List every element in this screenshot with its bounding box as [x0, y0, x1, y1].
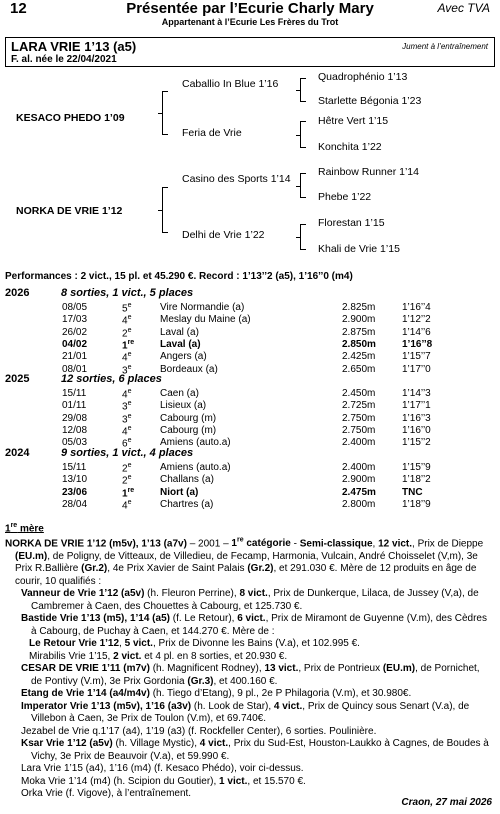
race-date: 13/10 — [62, 474, 88, 486]
race-time: 1’18’’2 — [402, 474, 431, 486]
race-row — [0, 474, 500, 486]
race-date: 05/03 — [62, 437, 88, 449]
race-time: 1’16’’0 — [402, 424, 431, 436]
offspring-bastide: Bastide Vrie 1’13 (m5), 1’14 (a5) (f. Le Retour), 6 vict., Prix de Miramont de Guyenne (V.m), des Cèdres à Cabourg, de Puchay à Caen, et 144.270 €. Mère de : — [21, 613, 487, 637]
race-name: Vire Normandie (a) — [160, 302, 245, 313]
race-distance: 2.750m — [342, 424, 376, 436]
race-place: 3e — [122, 363, 132, 376]
race-time: 1’16’’3 — [402, 412, 431, 424]
race-time: 1’16’’8 — [402, 338, 433, 350]
race-place: 4e — [122, 351, 132, 364]
race-row — [0, 302, 500, 314]
performance-year: 2025 — [5, 373, 30, 385]
race-distance: 2.475m — [342, 486, 376, 498]
race-place: 6e — [122, 437, 132, 450]
pedigree-sss: Quadrophénio 1’13 — [318, 71, 408, 83]
race-date: 08/01 — [62, 363, 88, 375]
offspring-jezabel: Jezabel de Vrie q.1’17 (a4), 1’19 (a3) (f. Rockfeller Center), 6 sorties. Poulinière. — [21, 725, 377, 737]
family-heading: 1re mère — [5, 522, 44, 535]
race-name: Caen (a) — [160, 388, 199, 399]
race-place: 1re — [122, 486, 135, 499]
race-distance: 2.425m — [342, 351, 376, 363]
pedigree-dss: Rainbow Runner 1’14 — [318, 166, 419, 178]
race-date: 01/11 — [62, 400, 87, 412]
presenter-title: Présentée par l’Ecurie Charly Mary — [126, 0, 374, 17]
race-date: 28/04 — [62, 498, 88, 510]
race-distance: 2.850m — [342, 338, 376, 350]
race-time: 1’18’’9 — [402, 498, 431, 510]
horse-birth: F. al. née le 22/04/2021 — [11, 54, 117, 65]
race-place: 2e — [122, 474, 132, 487]
pedigree-sds: Hêtre Vert 1’15 — [318, 115, 389, 127]
performance-year-summary: 12 sorties, 6 places — [61, 373, 162, 385]
race-time: 1’15’’7 — [402, 351, 431, 363]
race-distance: 2.875m — [342, 326, 376, 338]
race-name: Niort (a) — [160, 486, 199, 498]
race-distance: 2.725m — [342, 400, 376, 412]
brace-dam — [162, 187, 169, 233]
race-place: 2e — [122, 326, 132, 339]
race-row — [0, 400, 500, 412]
pedigree-sire: KESACO PHEDO 1’09 — [16, 112, 125, 124]
pedigree-dsd: Phebe 1’22 — [318, 191, 372, 203]
dam-entry: NORKA DE VRIE 1’12 (m5v), 1’13 (a7v) – 2001 – 1re catégorie - Semi-classique, 12 vict., Prix de Dieppe (EU.m), de Poligny, de Vitteaux, de Villedieu, de Fecamp, Harmonia, Vulcain, André Choisselet (V,m), 3e Prix R.Ballière (Gr.2), 4e Prix Xavier de Saint Palais (Gr.2), et 291.030 €. Mère de 12 produits en âge de courir, 10 qualifiés : — [5, 537, 484, 587]
race-row — [0, 351, 500, 363]
race-distance: 2.825m — [342, 302, 376, 313]
pedigree-sdd: Konchita 1’22 — [318, 141, 382, 153]
race-time: 1’12’’2 — [402, 314, 431, 326]
race-time: TNC — [402, 486, 423, 498]
horse-name: LARA VRIE 1’13 (a5) — [11, 39, 137, 54]
race-row — [0, 388, 500, 400]
performance-year: 2024 — [5, 447, 30, 459]
tva-note: Avec TVA — [437, 1, 490, 15]
brace-ds — [300, 173, 307, 198]
race-name: Chartres (a) — [160, 498, 214, 510]
performances-label: Performances : — [5, 271, 81, 282]
race-date: 21/01 — [62, 351, 88, 363]
race-time: 1’14’’6 — [402, 326, 431, 338]
performances-rest: , 15 pl. et 45.290 €. Record : 1’13’’2 (a5), 1’16’’0 (m4) — [108, 271, 353, 282]
race-date: 23/06 — [62, 486, 88, 498]
performances-summary — [5, 271, 353, 282]
pedigree-dam-dam: Delhi de Vrie 1’22 — [182, 229, 265, 241]
race-place: 4e — [122, 388, 132, 401]
race-time: 1’16’’4 — [402, 302, 431, 313]
brace-ss — [300, 78, 307, 102]
offspring-lara: Lara Vrie 1’15 (a4), 1’16 (m4) (f. Kesaco Phédo), voir ci-dessus. — [21, 763, 304, 775]
race-place: 4e — [122, 498, 132, 512]
owner-line: Appartenant à l’Ecurie Les Frères du Trot — [161, 17, 339, 27]
offspring-etang: Etang de Vrie 1’14 (a4/m4v) (h. Tiego d’Etang), 9 pl., 2e P Philagoria (V.m), et 30.980€. — [21, 688, 412, 700]
race-name: Laval (a) — [160, 326, 199, 338]
race-place: 3e — [122, 412, 132, 425]
offspring-cesar: CESAR DE VRIE 1’11 (m7v) (h. Magnificent Rodney), 13 vict., Prix de Pontrieux (EU.m), de Pornichet, de Pontivy (V.m), 3e Prix Gordonia (Gr.3), et 400.160 €. — [21, 663, 480, 687]
race-place: 3e — [122, 400, 132, 413]
brace-sd — [300, 121, 307, 148]
race-distance: 2.900m — [342, 474, 376, 486]
race-row — [0, 499, 500, 511]
horse-status: Jument à l’entraînement — [402, 42, 488, 51]
brace-sire — [162, 91, 169, 135]
pedigree-sire-sire: Caballio In Blue 1’16 — [182, 78, 279, 90]
race-date: 29/08 — [62, 412, 88, 424]
race-place: 1re — [122, 338, 135, 352]
offspring-vanneur: Vanneur de Vrie 1’12 (a5v) (h. Fleuron Perrine), 8 vict., Prix de Dunkerque, Lilaca, de Jussey (V,a), de Cambremer à Caen, des Chouettes à Cabourg, et 125.730 €. — [21, 588, 479, 612]
performance-year-summary: 8 sorties, 1 vict., 5 places — [61, 287, 194, 299]
horse-header-box — [5, 37, 495, 67]
offspring-moka: Moka Vrie 1’14 (m4) (h. Scipion du Goutier), 1 vict., et 15.570 €. — [21, 775, 306, 787]
race-name: Cabourg (m) — [160, 424, 217, 436]
offspring-orka: Orka Vrie (f. Vigove), à l’entraînement. — [21, 788, 192, 800]
family-section — [5, 535, 493, 801]
race-date: 15/11 — [62, 462, 87, 473]
race-date: 08/05 — [62, 302, 88, 313]
race-row — [0, 425, 500, 437]
pedigree-dam: NORKA DE VRIE 1’12 — [16, 205, 123, 217]
race-distance: 2.450m — [342, 388, 376, 399]
race-time: 1’15’’2 — [402, 437, 431, 449]
race-distance: 2.750m — [342, 412, 376, 424]
race-date: 17/03 — [62, 314, 88, 326]
race-name: Laval (a) — [160, 338, 201, 350]
race-name: Lisieux (a) — [160, 400, 207, 412]
race-distance: 2.650m — [342, 363, 376, 375]
lot-number: 12 — [10, 0, 27, 17]
race-date: 26/02 — [62, 326, 88, 338]
race-name: Angers (a) — [160, 351, 207, 363]
race-name: Meslay du Maine (a) — [160, 314, 251, 326]
race-row — [0, 327, 500, 339]
race-distance: 2.400m — [342, 462, 376, 473]
pedigree-ssd: Starlette Bégonia 1’23 — [318, 95, 422, 107]
race-name: Cabourg (m) — [160, 412, 217, 424]
grandchild-retour: Le Retour Vrie 1’12, 5 vict., Prix de Divonne les Bains (V.a), et 102.995 €. — [29, 638, 360, 650]
race-date: 12/08 — [62, 424, 88, 436]
race-place: 2e — [122, 462, 132, 475]
race-time: 1’17’’0 — [402, 363, 431, 375]
pedigree-dds: Florestan 1’15 — [318, 217, 385, 229]
performance-year-summary: 9 sorties, 1 vict., 4 places — [61, 447, 194, 459]
race-distance: 2.900m — [342, 314, 376, 326]
race-row — [0, 339, 500, 351]
race-name: Challans (a) — [160, 474, 214, 486]
pedigree-sire-dam: Feria de Vrie — [182, 127, 242, 139]
race-row — [0, 462, 500, 474]
race-date: 04/02 — [62, 338, 88, 350]
race-row — [0, 413, 500, 425]
race-place: 4e — [122, 424, 132, 438]
race-distance: 2.400m — [342, 437, 376, 449]
brace-dd — [300, 224, 307, 250]
race-row — [0, 314, 500, 326]
pedigree-dam-sire: Casino des Sports 1’14 — [182, 173, 291, 185]
pedigree-ddd: Khali de Vrie 1’15 — [318, 243, 400, 255]
performances-wins: 2 vict. — [80, 271, 109, 282]
performance-year: 2026 — [5, 287, 30, 299]
grandchild-mirabilis: Mirabilis Vrie 1’15, 2 vict. et 4 pl. en 8 sorties, et 20.930 €. — [29, 650, 288, 662]
race-time: 1’17’’1 — [402, 400, 431, 412]
offspring-imperator: Imperator Vrie 1’13 (m5v), 1’16 (a3v) (h. Look de Star), 4 vict., Prix de Quincy sous Senart (V.a), de Villebon à Caen, 3e Prix de Toulon (V.m), et 69.740€. — [21, 700, 470, 725]
race-time: 1’15’’9 — [402, 462, 431, 473]
race-distance: 2.800m — [342, 498, 376, 510]
place-date: Craon, 27 mai 2026 — [401, 797, 492, 808]
race-time: 1’14’’3 — [402, 388, 431, 399]
race-date: 15/11 — [62, 388, 87, 399]
race-name: Amiens (auto.a) — [160, 462, 231, 473]
race-name: Bordeaux (a) — [160, 363, 218, 375]
offspring-ksar: Ksar Vrie 1’12 (a5v) (h. Village Mystic), 4 vict., Prix du Sud-Est, Houston-Laukko à Cagnes, de Boudes à Vichy, 3e Prix de Beauvoir (V.a), et 59.990 €. — [21, 738, 489, 762]
race-name: Amiens (auto.a) — [160, 437, 231, 449]
race-place: 5e — [122, 302, 132, 315]
race-row — [0, 487, 500, 499]
race-place: 4e — [122, 314, 132, 327]
